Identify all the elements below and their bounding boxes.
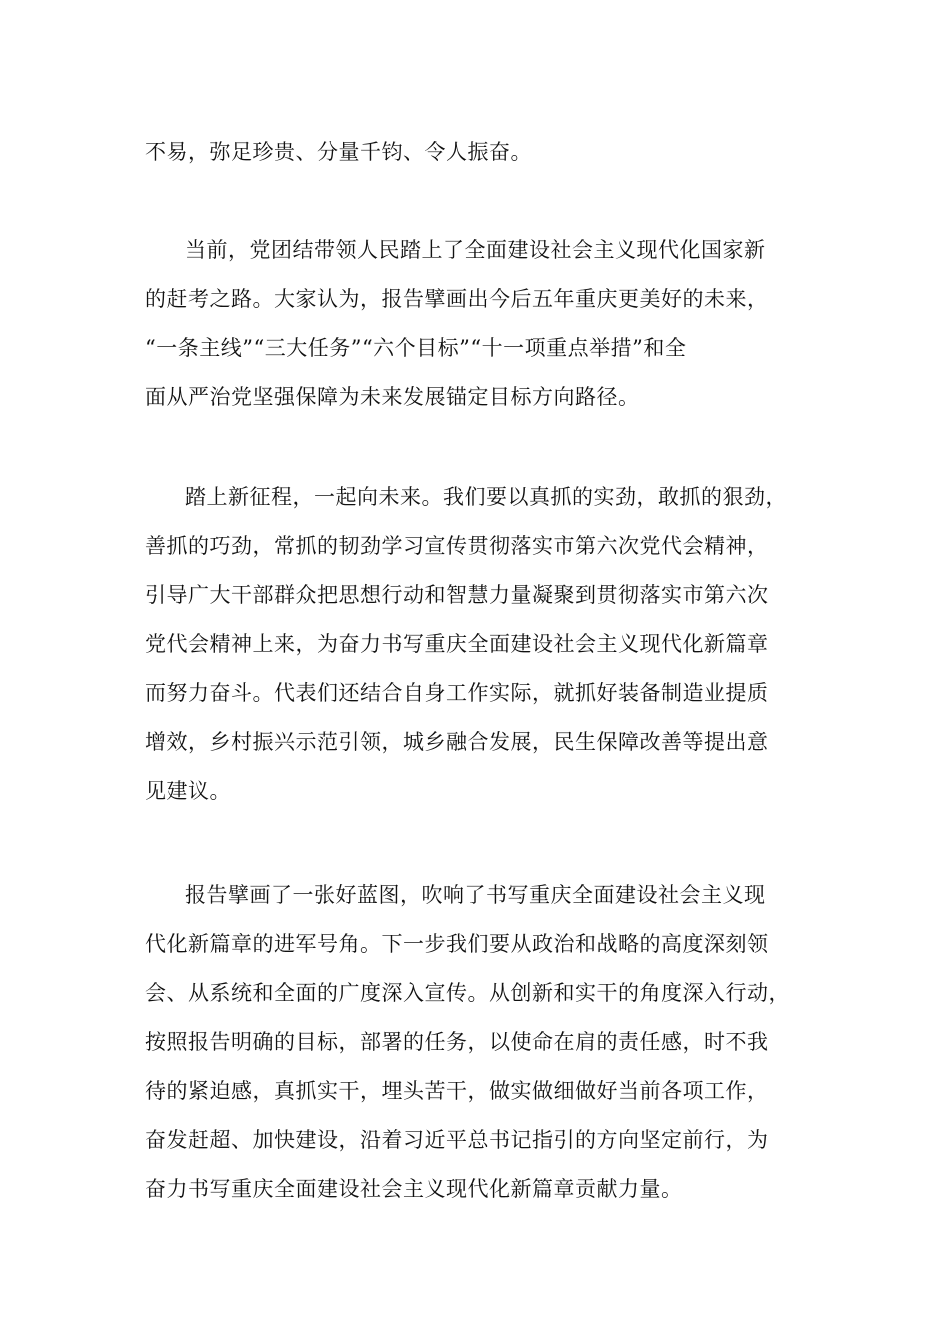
paragraph-line: 会、从系统和全面的广度深入宣传。从创新和实干的角度深入行动， [145, 981, 790, 1005]
paragraph-line: 踏上新征程，一起向未来。我们要以真抓的实劲，敢抓的狠劲， [185, 485, 787, 509]
paragraph-line: 奋力书写重庆全面建设社会主义现代化新篇章贡献力量。 [145, 1177, 683, 1201]
paragraph-line: 当前，党团结带领人民踏上了全面建设社会主义现代化国家新 [185, 238, 766, 262]
paragraph-line: 善抓的巧劲，常抓的韧劲学习宣传贯彻落实市第六次党代会精神， [145, 534, 769, 558]
paragraph-line: 的赶考之路。大家认为，报告擘画出今后五年重庆更美好的未来， [145, 287, 769, 311]
paragraph-line: 面从严治党坚强保障为未来发展锚定目标方向路径。 [145, 385, 640, 409]
paragraph-4 [145, 871, 835, 1214]
paragraph-line: 按照报告明确的目标，部署的任务，以使命在肩的责任感，时不我 [145, 1030, 769, 1054]
paragraph-3 [145, 473, 835, 816]
paragraph-line: 见建议。 [145, 779, 231, 803]
paragraph-line: 增效，乡村振兴示范引领，城乡融合发展，民生保障改善等提出意 [145, 730, 769, 754]
paragraph-line: 奋发赶超、加快建设，沿着习近平总书记指引的方向坚定前行，为 [145, 1128, 769, 1152]
paragraph-line: 代化新篇章的进军号角。下一步我们要从政治和战略的高度深刻领 [145, 932, 769, 956]
paragraph-1 [145, 128, 835, 177]
paragraph-line: 而努力奋斗。代表们还结合自身工作实际，就抓好装备制造业提质 [145, 681, 769, 705]
paragraph-line: 不易，弥足珍贵、分量千钧、令人振奋。 [145, 140, 532, 164]
paragraph-line: “一条主线”“三大任务”“六个目标”“十一项重点举措”和全 [145, 336, 687, 360]
paragraph-line: 报告擘画了一张好蓝图，吹响了书写重庆全面建设社会主义现 [185, 883, 766, 907]
paragraph-line: 待的紧迫感，真抓实干，埋头苦干，做实做细做好当前各项工作， [145, 1079, 769, 1103]
paragraph-2 [145, 226, 835, 422]
paragraph-line: 引导广大干部群众把思想行动和智慧力量凝聚到贯彻落实市第六次 [145, 583, 769, 607]
paragraph-line: 党代会精神上来，为奋力书写重庆全面建设社会主义现代化新篇章 [145, 632, 769, 656]
